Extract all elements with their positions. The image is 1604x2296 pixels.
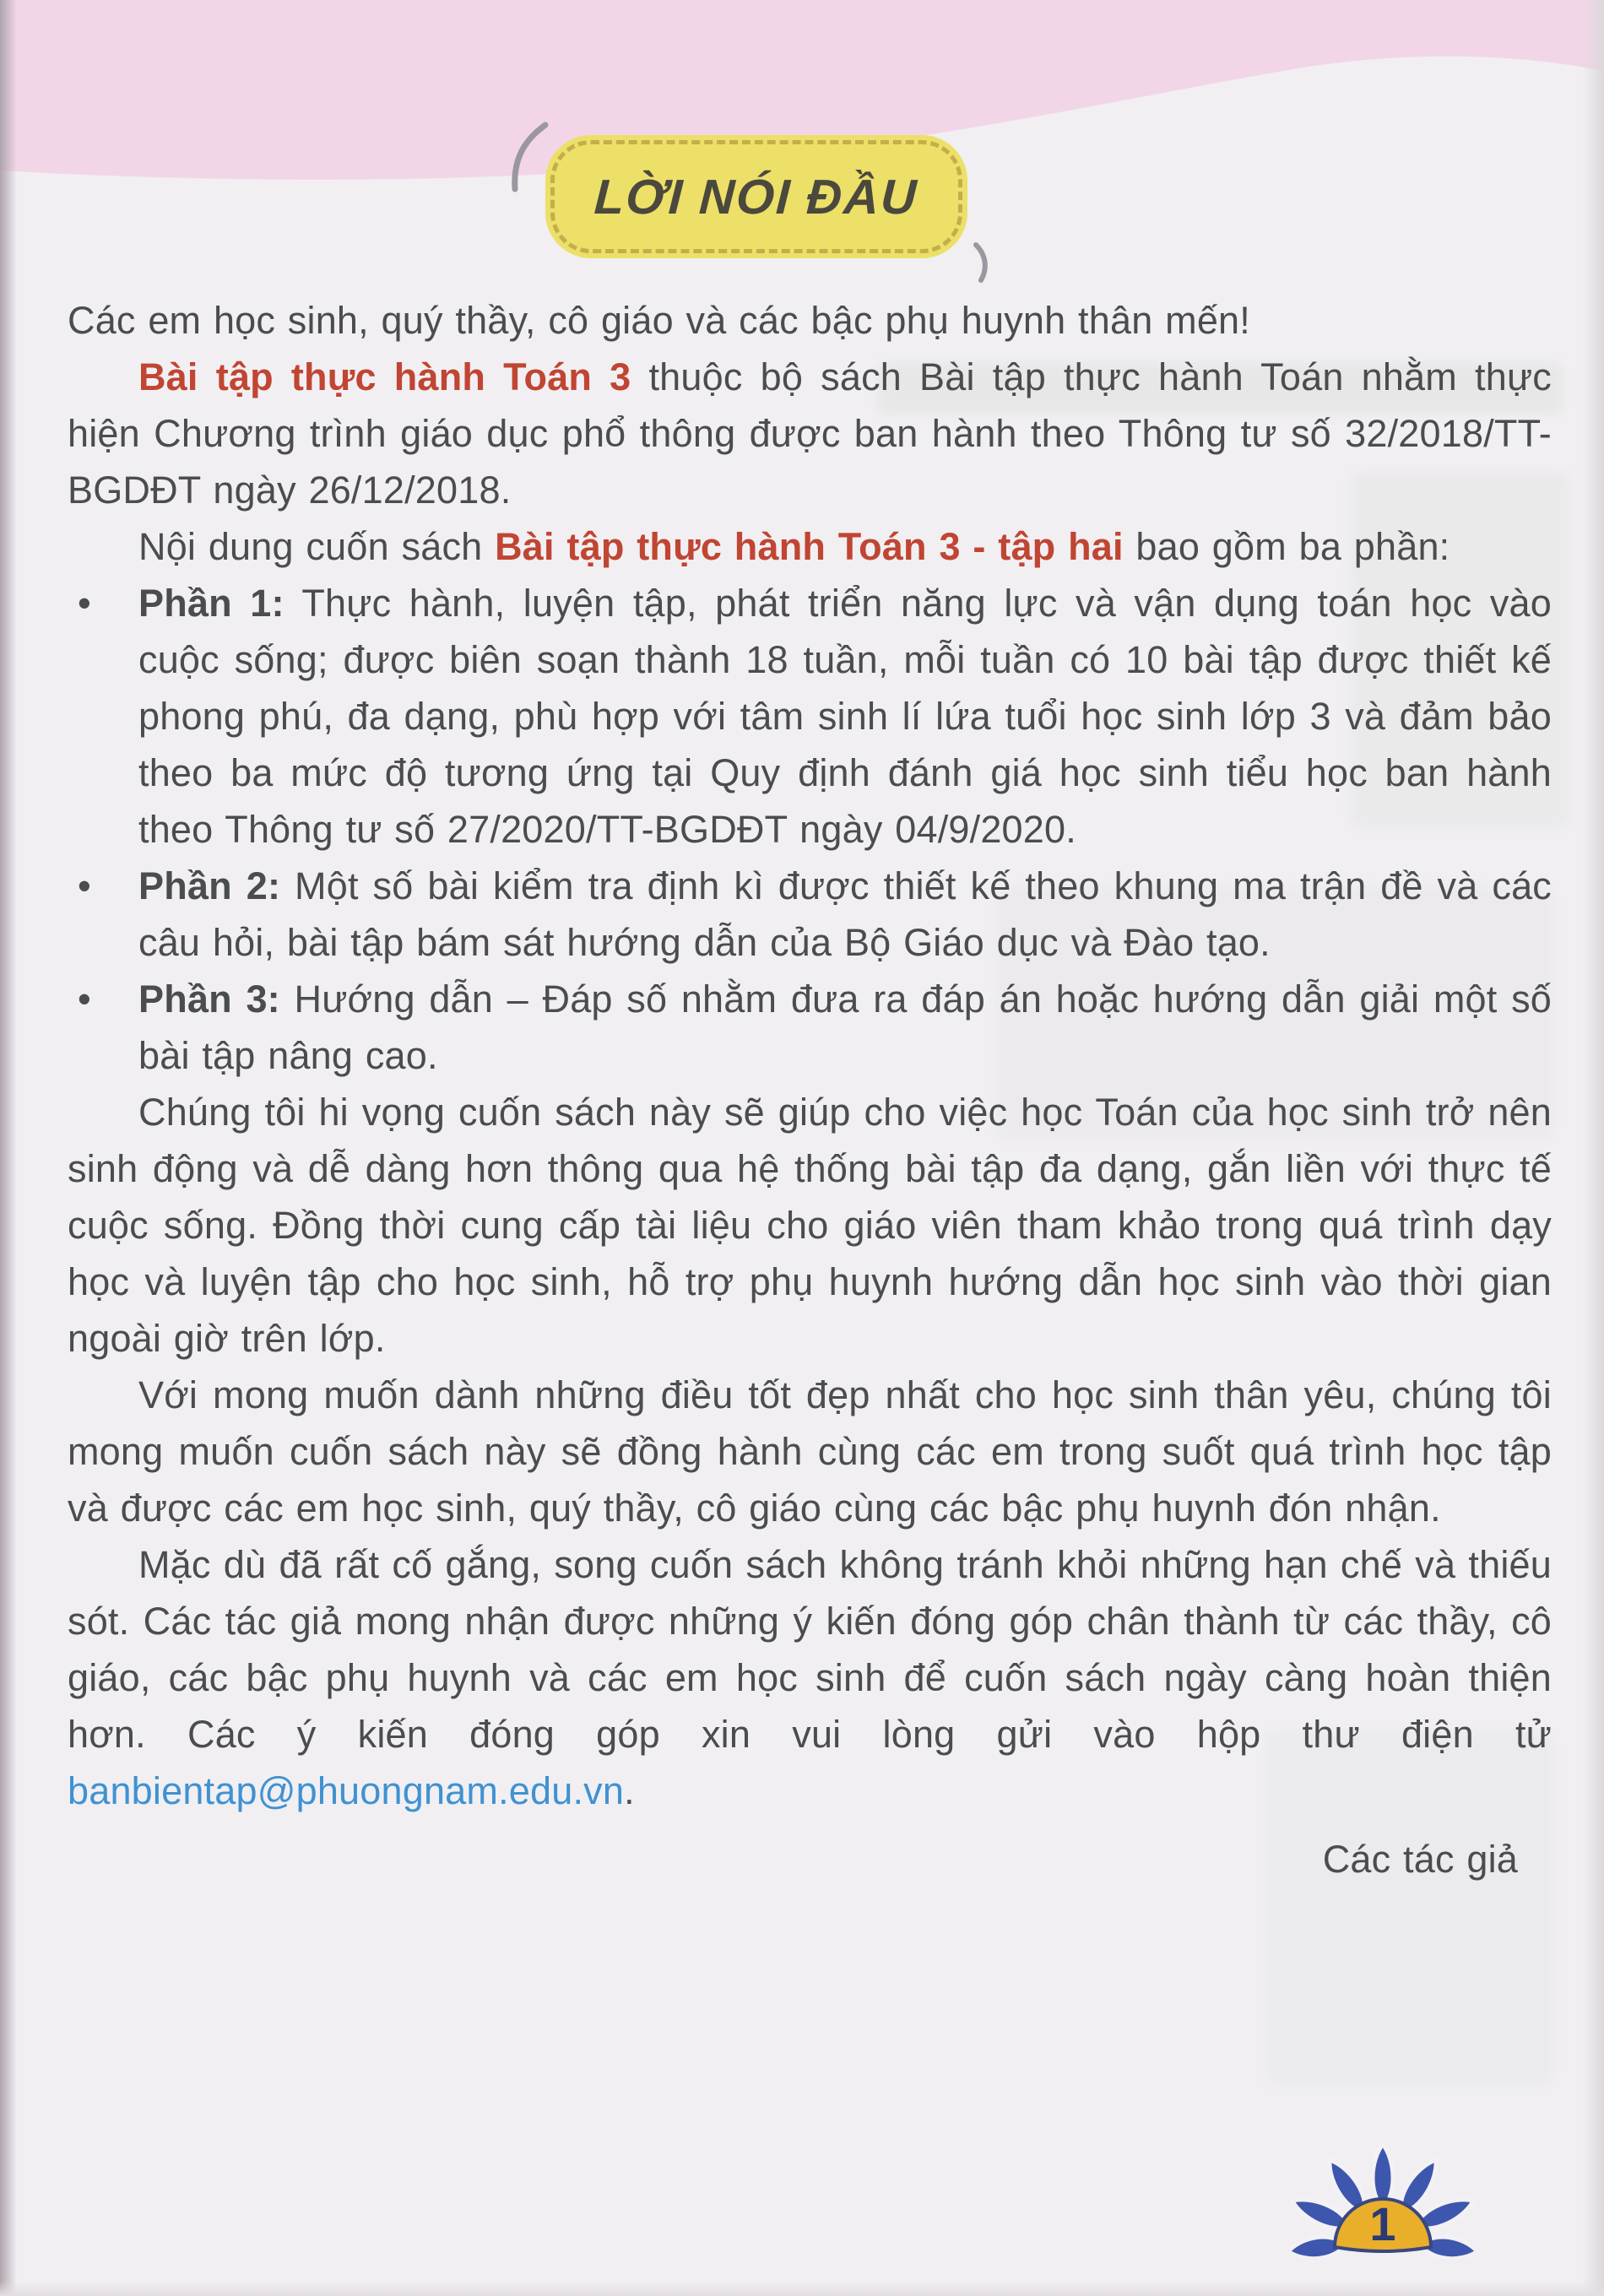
- scan-edge-shadow: [0, 2281, 1604, 2296]
- email-link[interactable]: banbientap@phuongnam.edu.vn: [68, 1769, 625, 1812]
- part-text: Thực hành, luyện tập, phát triển năng lực và vận dụng toán học vào cuộc sống; được biên soạn thành 18 tuần, mỗi tuần có 10 bài tập được thiết kế phong phú, đa dạng, phù hợp với tâm sinh lí lứa tuổi học sinh lớp 3 và đảm bảo theo ba mức độ tương ứng tại Quy định đánh giá học sinh tiểu học ban hành theo Thông tư số 27/2020/TT-BGDĐT ngày 04/9/2020.: [138, 582, 1552, 851]
- page-title: LỜI NÓI ĐẦU: [593, 169, 920, 225]
- page-number: 1: [1369, 2197, 1396, 2250]
- paragraph-feedback: [68, 1536, 1552, 1819]
- part-label: Phần 1:: [138, 582, 284, 625]
- list-item-part1: [68, 575, 1552, 858]
- title-badge: [550, 140, 962, 253]
- paragraph-hope: Chúng tôi hi vọng cuốn sách này sẽ giúp cho việc học Toán của học sinh trở nên sinh động và dễ dàng hơn thông qua hệ thống bài tập đa dạng, gắn liền với thực tế cuộc sống. Đồng thời cung cấp tài liệu cho giáo viên tham khảo trong quá trình dạy học và luyện tập cho học sinh, hỗ trợ phụ huynh hướng dẫn học sinh vào thời gian ngoài giờ trên lớp.: [68, 1091, 1552, 1360]
- badge-accent-mark: [964, 241, 998, 284]
- book-title-highlight: Bài tập thực hành Toán 3: [138, 355, 631, 398]
- list-item-part2: [68, 858, 1552, 971]
- part-label: Phần 3:: [138, 977, 280, 1021]
- paragraph-feedback-text: Mặc dù đã rất cố gắng, song cuốn sách không tránh khỏi những hạn chế và thiếu sót. Các tác giả mong nhận được những ý kiến đóng góp chân thành từ các thầy, cô giáo, các bậc phụ huynh và các em học sinh để cuốn sách ngày càng hoàn thiện hơn. Các ý kiến đóng góp xin vui lòng gửi vào hộp thư điện tử: [68, 1543, 1552, 1756]
- paragraph-intro: [68, 349, 1552, 518]
- scan-edge-shadow: [1582, 0, 1604, 2296]
- badge-accent-mark: [503, 118, 554, 194]
- paragraph-contents: [68, 518, 1552, 575]
- part-text: Hướng dẫn – Đáp số nhằm đưa ra đáp án hoặc hướng dẫn giải một số bài tập nâng cao.: [138, 977, 1552, 1077]
- part-label: Phần 2:: [138, 864, 281, 907]
- paragraph-contents-before: Nội dung cuốn sách: [138, 525, 496, 568]
- scan-edge-shadow: [0, 0, 17, 2296]
- preface-body: [68, 292, 1552, 1887]
- lotus-page-badge: [1290, 2134, 1484, 2259]
- paragraph-intro-text: thuộc bộ sách Bài tập thực hành Toán nhằm thực hiện Chương trình giáo dục phổ thông được ban hành theo Thông tư số 32/2018/TT-BGDĐT ngày 26/12/2018.: [68, 355, 1552, 512]
- book-title-highlight: Bài tập thực hành Toán 3 - tập hai: [495, 525, 1124, 568]
- list-item-part3: [68, 971, 1552, 1084]
- paragraph-feedback-after: .: [624, 1769, 635, 1812]
- paragraph-wish: Với mong muốn dành những điều tốt đẹp nhất cho học sinh thân yêu, chúng tôi mong muốn cuốn sách này sẽ đồng hành cùng các em trong suốt quá trình học tập và được các em học sinh, quý thầy, cô giáo cùng các bậc phụ huynh đón nhận.: [68, 1373, 1552, 1530]
- parts-list: [68, 575, 1552, 1084]
- signature: Các tác giả: [1322, 1838, 1518, 1881]
- greeting-line: Các em học sinh, quý thầy, cô giáo và các bậc phụ huynh thân mến!: [68, 299, 1250, 342]
- part-text: Một số bài kiểm tra định kì được thiết kế theo khung ma trận đề và các câu hỏi, bài tập bám sát hướng dẫn của Bộ Giáo dục và Đào tạo.: [138, 864, 1552, 964]
- paragraph-contents-after: bao gồm ba phần:: [1123, 525, 1450, 568]
